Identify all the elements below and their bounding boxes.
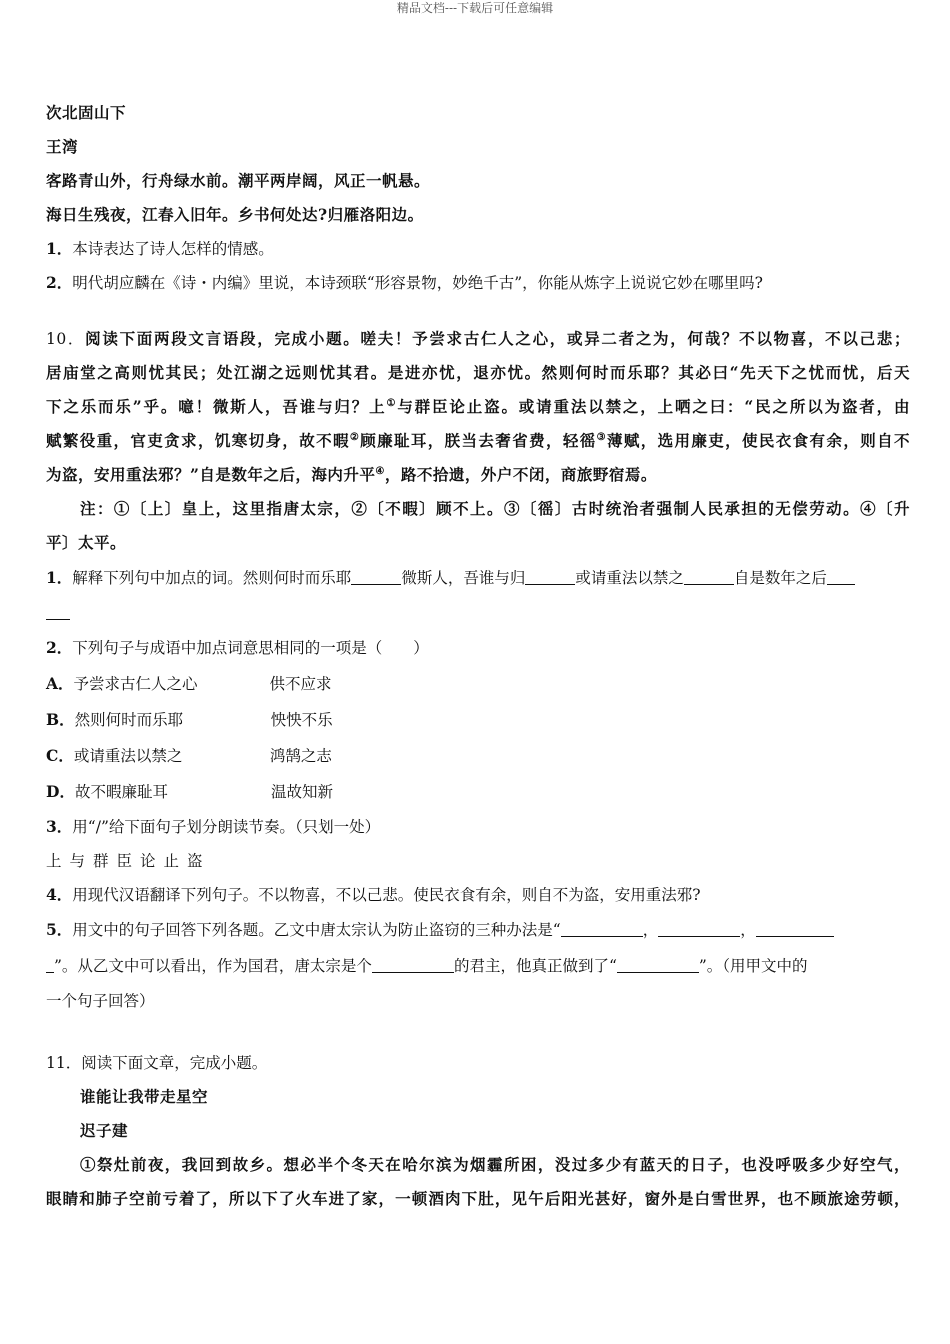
article-author: 迟子建 [80, 1121, 129, 1140]
page-header: 精品文档---下载后可任意编辑 [396, 1, 554, 15]
poem-line-1: 客路青山外，行舟绿水前。潮平两岸阔，风正一帆悬。 [46, 171, 431, 190]
answer-blank[interactable] [525, 568, 575, 585]
answer-blank[interactable] [351, 568, 401, 585]
answer-blank[interactable] [827, 568, 855, 585]
q10-subquestion-5: 5．用文中的句子回答下列各题。乙文中唐太宗认为防止盗窃的三种办法是“ ， ， [46, 912, 910, 948]
answer-blank[interactable] [372, 956, 454, 973]
q10-note-line-2: 平〕太平。 [46, 533, 127, 552]
q10-subquestion-3: 3．用“/”给下面句子划分朗读节奏。（只划一处） [46, 817, 381, 836]
q10-subquestion-2: 2．下列句子与成语中加点词意思相同的一项是（ ） [46, 638, 429, 657]
option-b[interactable]: B．然则何时而乐耶 怏怏不乐 [46, 710, 333, 729]
article-title: 谁能让我带走星空 [80, 1087, 209, 1106]
article-paragraph-1-line-2: 眼睛和肺子空前亏着了，所以下了火车进了家，一顿酒肉下肚，见午后阳光甚好，窗外是白雪世界，也不顾旅途劳顿， [46, 1189, 910, 1208]
q10-subquestion-5-cont: ”。从乙文中可以看出，作为国君，唐太宗是个 的君主，他真正做到了“ ”。（用甲文中的 [46, 948, 910, 984]
answer-blank[interactable] [756, 920, 834, 937]
poem-author: 王湾 [46, 137, 79, 156]
answer-blank[interactable] [561, 920, 643, 937]
poem-line-2: 海日生残夜，江春入旧年。乡书何处达?归雁洛阳边。 [46, 205, 424, 224]
q10-passage-line-1: 10．阅读下面两段文言语段，完成小题。嗟夫！予尝求古仁人之心，或异二者之为，何哉？不以物喜，不以己悲； [46, 329, 910, 348]
q10-subquestion-3-sentence: 上与群臣论止盗 [46, 852, 211, 870]
q10-passage-line-3: 下之乐而乐”乎。噫！微斯人，吾谁与归？上①与群臣论止盗。或请重法以禁之，上哂之曰：“民之所以为盗者，由 [46, 397, 911, 416]
poem-question-2: 2．明代胡应麟在《诗・内编》里说，本诗颈联“形容景物，妙绝千古”，你能从炼字上说说它妙在哪里吗? [46, 273, 763, 292]
q10-subquestion-5-end: 一个句子回答） [46, 992, 155, 1010]
poem-question-1: 1．本诗表达了诗人怎样的情感。 [46, 239, 274, 258]
option-a[interactable]: A．予尝求古仁人之心 供不应求 [46, 674, 332, 693]
q10-subquestion-1: 1．解释下列句中加点的词。然则何时而乐耶 微斯人，吾谁与归 或请重法以禁之 自是数年之后 [46, 560, 910, 596]
article-paragraph-1-line-1: ①祭灶前夜，我回到故乡。想必半个冬天在哈尔滨为烟霾所困，没过多少有蓝天的日子，也没呼吸多少好空气， [80, 1155, 910, 1174]
answer-blank[interactable] [46, 956, 54, 973]
q10-passage-line-4: 赋繁役重，官吏贪求，饥寒切身，故不暇②顾廉耻耳，朕当去奢省费，轻徭③薄赋，选用廉吏，使民衣食有余，则自不 [46, 431, 910, 450]
q10-subquestion-1-cont [46, 596, 910, 630]
answer-blank[interactable] [617, 956, 699, 973]
option-d[interactable]: D．故不暇廉耻耳 温故知新 [46, 782, 333, 801]
q11-lead: 11．阅读下面文章，完成小题。 [46, 1054, 268, 1072]
answer-blank[interactable] [658, 920, 740, 937]
q10-note-line-1: 注：①〔上〕皇上，这里指唐太宗，②〔不暇〕顾不上。③〔徭〕古时统治者强制人民承担的无偿劳动。④〔升 [80, 499, 910, 518]
q10-passage-line-2: 居庙堂之高则忧其民；处江湖之远则忧其君。是进亦忧，退亦忧。然则何时而乐耶？其必曰“先天下之忧而忧，后天 [46, 363, 910, 382]
document-body [46, 96, 910, 1216]
q10-passage-line-5: 为盗，安用重法邪？”自是数年之后，海内升平④，路不拾遗，外户不闭，商旅野宿焉。 [46, 465, 657, 484]
option-c[interactable]: C．或请重法以禁之 鸿鹄之志 [46, 746, 332, 765]
q10-subquestion-4: 4．用现代汉语翻译下列句子。不以物喜，不以己悲。使民衣食有余，则自不为盗，安用重法邪? [46, 885, 701, 904]
answer-blank[interactable] [46, 603, 70, 620]
poem-title: 次北固山下 [46, 103, 127, 122]
answer-blank[interactable] [684, 568, 734, 585]
